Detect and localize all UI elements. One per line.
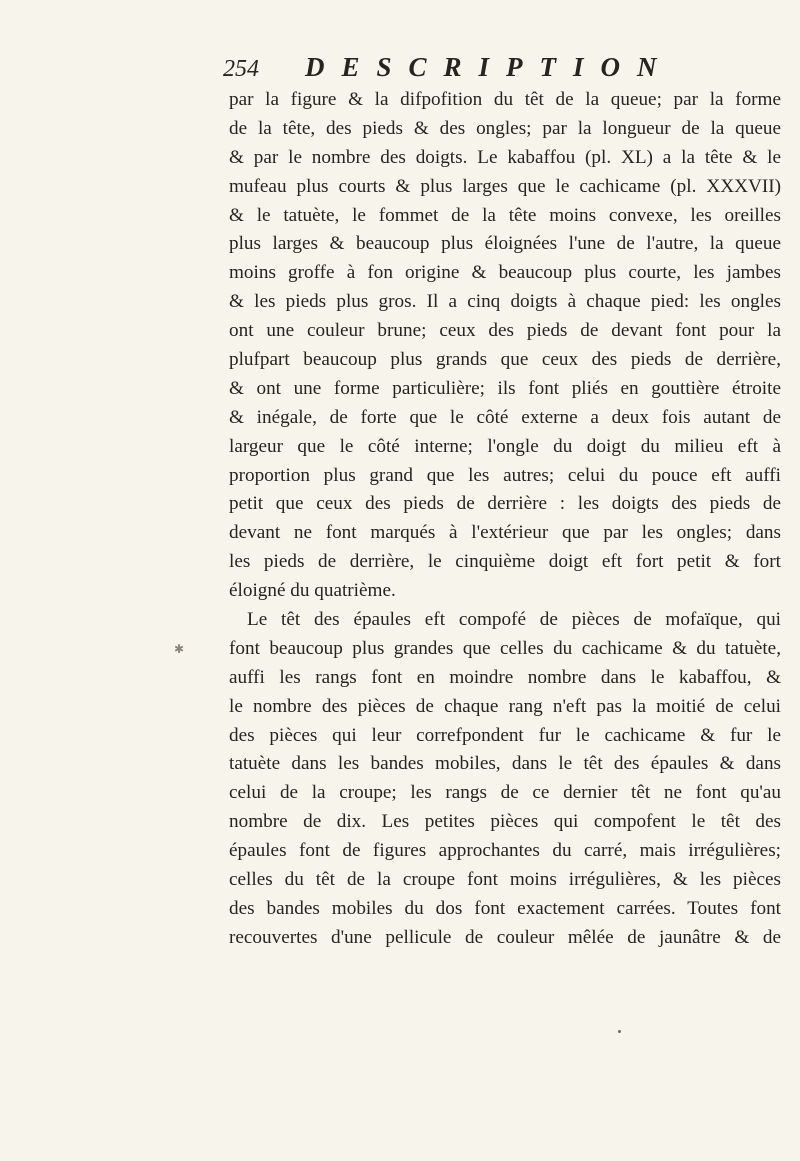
- text-line: Le têt des épaules eft compofé de pièces de mofaïque, qui: [247, 609, 781, 631]
- text-line: petit que ceux des pieds de derrière : les doigts des pieds de: [229, 493, 781, 515]
- text-line: par la figure & la difpofition du têt de la queue; par la forme: [229, 89, 781, 110]
- text-line: plufpart beaucoup plus grands que ceux des pieds de derrière,: [229, 349, 781, 371]
- text-line: celles du têt de la croupe font moins irrégulières, & les pièces: [229, 869, 781, 891]
- text-line: recouvertes d'une pellicule de couleur mêlée de jaunâtre & de: [229, 926, 781, 948]
- text-line: de la tête, des pieds & des ongles; par la longueur de la queue: [229, 117, 781, 139]
- text-line: nombre de dix. Les petites pièces qui compofent le têt des: [229, 811, 781, 833]
- text-line: & les pieds plus gros. Il a cinq doigts à chaque pied: les ongles: [229, 291, 781, 313]
- page-number: 254: [223, 56, 259, 82]
- text-line: & inégale, de forte que le côté externe a deux fois autant de: [229, 406, 781, 428]
- body-text: [229, 86, 781, 953]
- text-line: proportion plus grand que les autres; celui du pouce eft auffi: [229, 464, 781, 486]
- text-line: & par le nombre des doigts. Le kabaffou (pl. XL) a la tête & le: [229, 146, 781, 168]
- paper-speck-mark: ✱: [174, 642, 185, 656]
- text-line: les pieds de derrière, le cinquième doigt eft fort petit & fort: [229, 551, 781, 573]
- text-line: des pièces qui leur correfpondent fur le cachicame & fur le: [229, 724, 781, 746]
- text-line: font beaucoup plus grandes que celles du cachicame & du tatuète,: [229, 637, 781, 659]
- text-line: mufeau plus courts & plus larges que le cachicame (pl. XXXVII): [229, 175, 781, 197]
- text-line: celui de la croupe; les rangs de ce dernier têt ne font qu'au: [229, 782, 781, 804]
- paper-dot-mark: [618, 1030, 621, 1033]
- text-line: des bandes mobiles du dos font exactement carrées. Toutes font: [229, 897, 781, 919]
- text-line: ont une couleur brune; ceux des pieds de devant font pour la: [229, 320, 781, 342]
- running-title: DESCRIPTION: [305, 52, 674, 82]
- text-line: épaules font de figures approchantes du carré, mais irrégulières;: [229, 840, 781, 862]
- text-line: tatuète dans les bandes mobiles, dans le têt des épaules & dans: [229, 753, 781, 775]
- text-line: éloigné du quatrième.: [229, 580, 396, 602]
- text-line: largeur que le côté interne; l'ongle du doigt du milieu eft à: [229, 435, 781, 457]
- text-line: plus larges & beaucoup plus éloignées l'une de l'autre, la queue: [229, 233, 781, 255]
- text-line: le nombre des pièces de chaque rang n'eft pas la moitié de celui: [229, 695, 781, 717]
- text-line: & le tatuète, le fommet de la tête moins convexe, les oreilles: [229, 204, 781, 226]
- text-line: moins groffe à fon origine & beaucoup plus courte, les jambes: [229, 262, 781, 284]
- text-line: devant ne font marqués à l'extérieur que par les ongles; dans: [229, 522, 781, 544]
- text-line: & ont une forme particulière; ils font pliés en gouttière étroite: [229, 377, 781, 399]
- text-line: auffi les rangs font en moindre nombre dans le kabaffou, &: [229, 666, 781, 688]
